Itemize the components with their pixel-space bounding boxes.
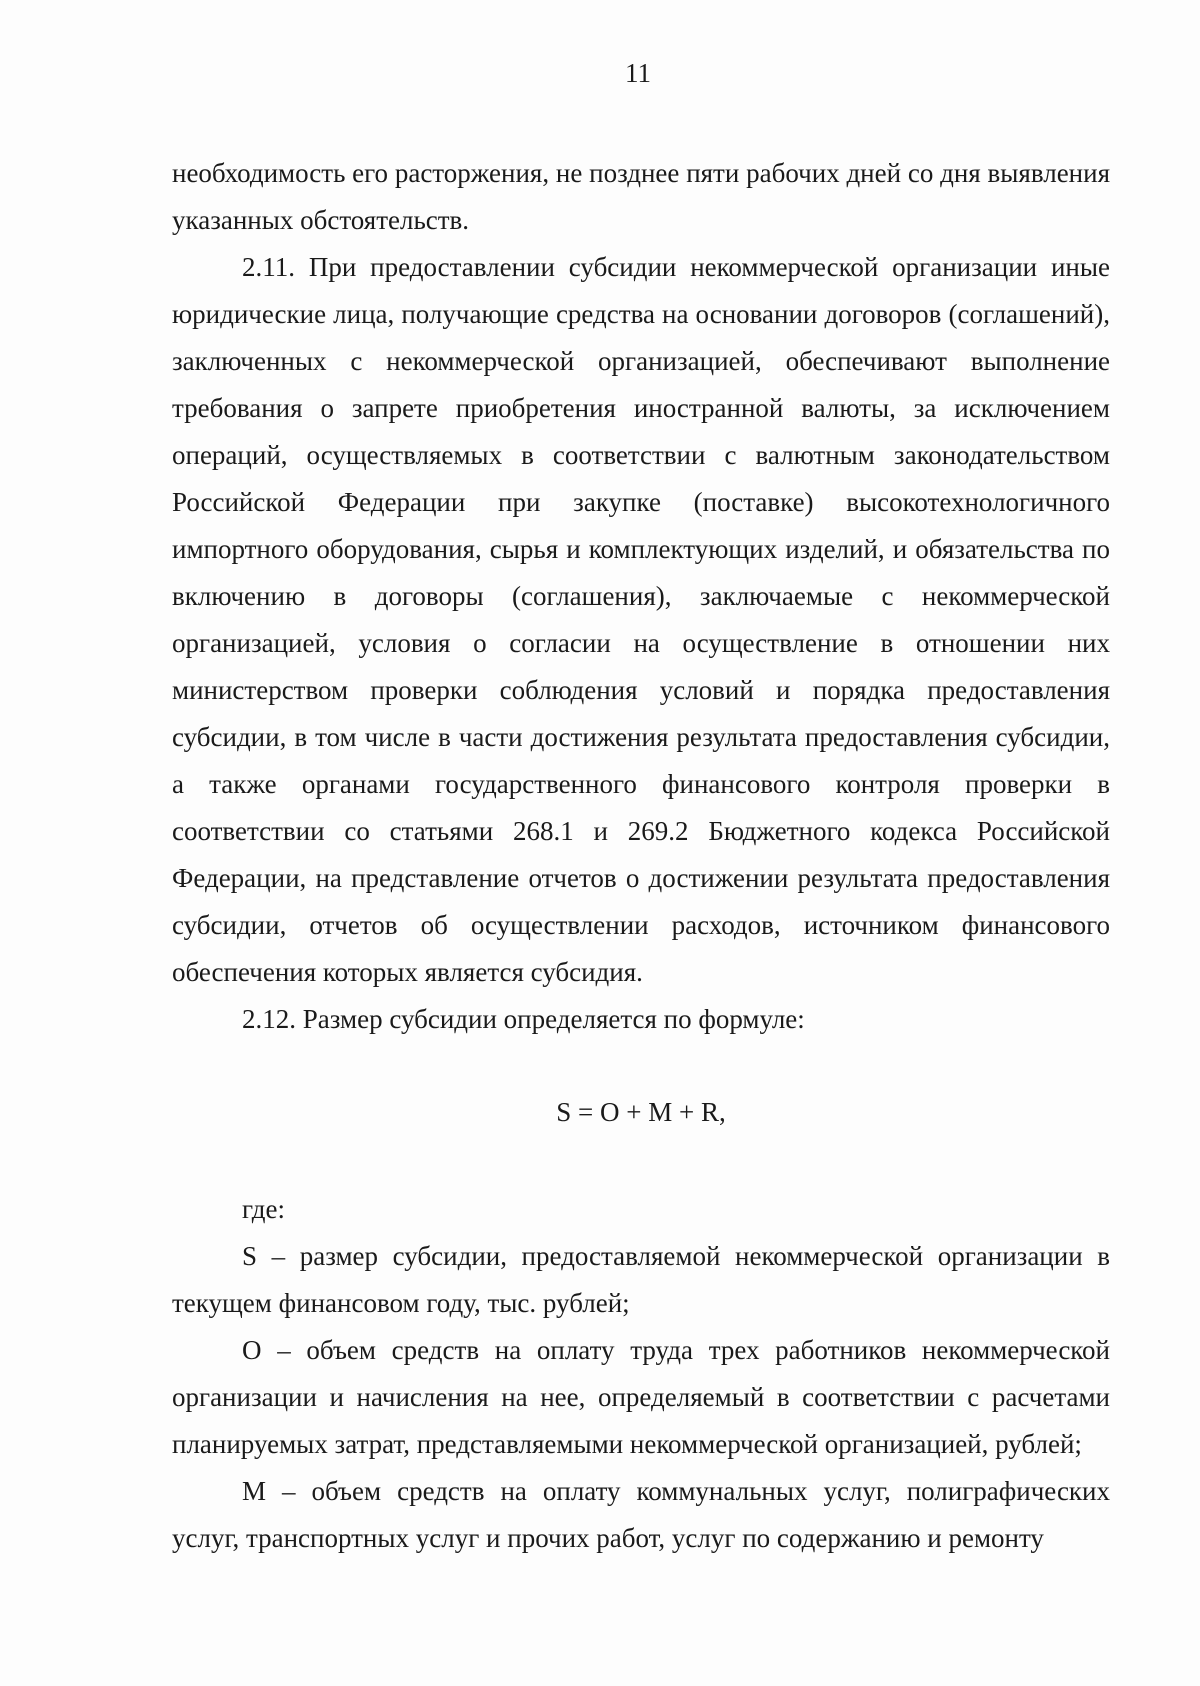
definition-m: M – объем средств на оплату коммунальных услуг, полиграфических услуг, транспортных услуг и прочих работ, услуг по содержанию и ремонту [172, 1476, 1110, 1553]
paragraph-2-12: 2.12. Размер субсидии определяется по формуле: [242, 1004, 805, 1034]
formula: S = O + M + R, [556, 1097, 726, 1127]
page-number: 11 [625, 58, 651, 88]
definition-o: O – объем средств на оплату труда трех работников некоммерческой организации и начисления на нее, определяемый в соответствии с расчетами планируемых затрат, представляемыми некоммерческой организацией, рублей; [172, 1335, 1110, 1459]
paragraph-2-11: 2.11. При предоставлении субсидии некоммерческой организации иные юридические лица, получающие средства на основании договоров (соглашений), заключенных с некоммерческой организацией, обеспечивают выполнение требования о запрете приобретения иностранной валюты, за исключением операций, осуществляемых в соответствии с валютным законодательством Российской Федерации при закупке (поставке) высокотехнологичного импортного оборудования, сырья и комплектующих изделий, и обязательства по включению в договоры (соглашения), заключаемые с некоммерческой организацией, условия о согласии на осуществление в отношении них министерством проверки соблюдения условий и порядка предоставления субсидии, в том числе в части достижения результата предоставления субсидии, а также органами государственного финансового контроля проверки в соответствии со статьями 268.1 и 269.2 Бюджетного кодекса Российской Федерации, на представление отчетов о достижении результата предоставления субсидии, отчетов об осуществлении расходов, источником финансового обеспечения которых является субсидия. [172, 252, 1110, 987]
where-label: где: [242, 1194, 285, 1224]
paragraph-continuation: необходимость его расторжения, не позднее пяти рабочих дней со дня выявления указанных обстоятельств. [172, 158, 1110, 235]
document-body [172, 150, 1110, 1562]
definition-s: S – размер субсидии, предоставляемой некоммерческой организации в текущем финансовом году, тыс. рублей; [172, 1241, 1110, 1318]
